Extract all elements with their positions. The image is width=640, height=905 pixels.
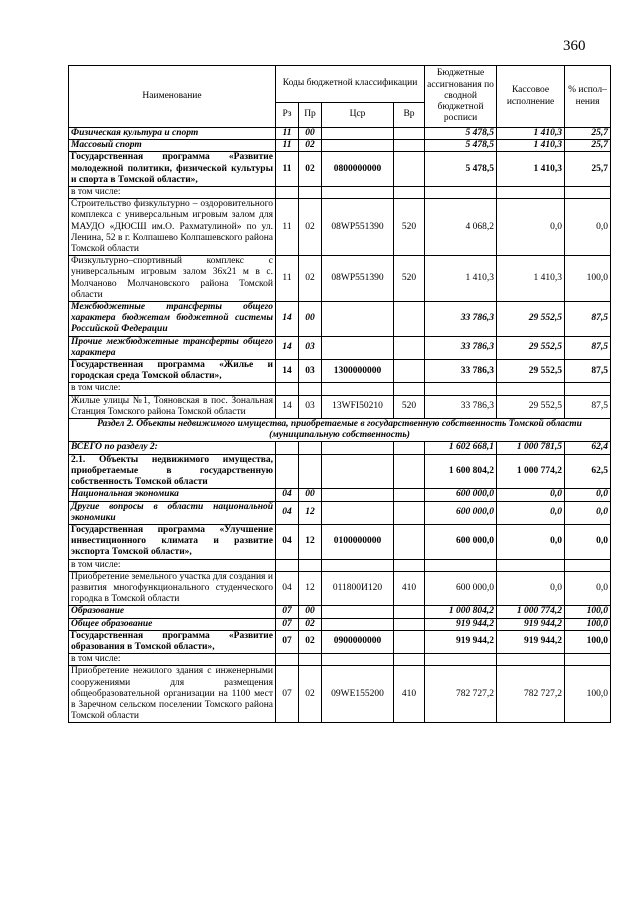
- cell-budget: 4 068,2: [425, 199, 497, 256]
- cell-vr: [394, 442, 425, 454]
- cell-pr: 03: [299, 360, 322, 383]
- cell-budget: [425, 187, 497, 199]
- table-row: [69, 571, 611, 606]
- cell-pr: 03: [299, 336, 322, 359]
- cell-budget: 1 000 804,2: [425, 606, 497, 618]
- cell-csr: [322, 489, 394, 501]
- cell-csr: [322, 442, 394, 454]
- cell-name: в том числе:: [69, 383, 276, 395]
- cell-vr: [394, 630, 425, 653]
- col-header-vr: Вр: [394, 103, 425, 128]
- cell-vr: 520: [394, 395, 425, 418]
- cell-pct: 0,0: [565, 199, 611, 256]
- cell-pct: 0,0: [565, 489, 611, 501]
- cell-cash: 1 000 774,2: [497, 454, 565, 489]
- cell-cash: 29 552,5: [497, 302, 565, 337]
- cell-budget: 5 478,5: [425, 140, 497, 152]
- table-row: [69, 140, 611, 152]
- cell-csr: 08WP551390: [322, 256, 394, 302]
- cell-vr: [394, 360, 425, 383]
- cell-pr: 12: [299, 571, 322, 606]
- cell-vr: [394, 618, 425, 630]
- table-row: [69, 559, 611, 571]
- table-row: [69, 128, 611, 140]
- cell-vr: [394, 128, 425, 140]
- cell-pr: [299, 559, 322, 571]
- cell-pr: 03: [299, 395, 322, 418]
- col-header-rz: Рз: [276, 103, 299, 128]
- col-header-codes: Коды бюджетной классификации: [276, 66, 425, 103]
- cell-pr: 00: [299, 606, 322, 618]
- table-row: [69, 501, 611, 524]
- cell-pct: 25,7: [565, 152, 611, 187]
- cell-cash: 29 552,5: [497, 336, 565, 359]
- cell-rz: 04: [276, 524, 299, 559]
- cell-csr: [322, 302, 394, 337]
- section-title: Раздел 2. Объекты недвижимого имущества, приобретаемые в государственную собственность Томской области (муниципальную собственность): [69, 419, 611, 442]
- cell-name: Прочие межбюджетные трансферты общего характера: [69, 336, 276, 359]
- cell-rz: 14: [276, 395, 299, 418]
- cell-cash: 919 944,2: [497, 630, 565, 653]
- cell-csr: 0800000000: [322, 152, 394, 187]
- cell-budget: 33 786,3: [425, 336, 497, 359]
- cell-csr: [322, 128, 394, 140]
- table-row: [69, 360, 611, 383]
- cell-rz: [276, 442, 299, 454]
- cell-vr: 520: [394, 256, 425, 302]
- cell-pct: 87,5: [565, 360, 611, 383]
- cell-csr: [322, 454, 394, 489]
- cell-pr: 02: [299, 256, 322, 302]
- cell-cash: 0,0: [497, 199, 565, 256]
- col-header-cash: Кассовое исполнение: [497, 66, 565, 128]
- cell-rz: 14: [276, 360, 299, 383]
- table-body: [69, 128, 611, 723]
- cell-vr: 410: [394, 571, 425, 606]
- cell-cash: 0,0: [497, 571, 565, 606]
- cell-name: в том числе:: [69, 559, 276, 571]
- table-row: [69, 524, 611, 559]
- cell-rz: 07: [276, 606, 299, 618]
- cell-cash: 1 000 781,5: [497, 442, 565, 454]
- cell-name: Национальная экономика: [69, 489, 276, 501]
- col-header-pct: % испол–нения: [565, 66, 611, 128]
- cell-pct: 62,4: [565, 442, 611, 454]
- cell-name: Жилые улицы №1, Тояновская в пос. Зональная Станция Томского района Томской области: [69, 395, 276, 418]
- cell-budget: 33 786,3: [425, 302, 497, 337]
- cell-pr: 12: [299, 524, 322, 559]
- cell-name: Государственная программа «Развитие молодежной политики, физической культуры и спорта в Томской области»,: [69, 152, 276, 187]
- table-row: [69, 336, 611, 359]
- cell-rz: 11: [276, 152, 299, 187]
- cell-vr: [394, 187, 425, 199]
- cell-vr: [394, 489, 425, 501]
- cell-cash: 1 410,3: [497, 140, 565, 152]
- cell-rz: 11: [276, 256, 299, 302]
- table-row: [69, 442, 611, 454]
- cell-name: Другие вопросы в области национальной экономики: [69, 501, 276, 524]
- cell-csr: [322, 654, 394, 666]
- cell-csr: 1300000000: [322, 360, 394, 383]
- table-row: [69, 630, 611, 653]
- cell-vr: [394, 606, 425, 618]
- cell-rz: 07: [276, 618, 299, 630]
- cell-rz: 11: [276, 128, 299, 140]
- cell-name: ВСЕГО по разделу 2:: [69, 442, 276, 454]
- cell-pct: 100,0: [565, 618, 611, 630]
- cell-rz: 14: [276, 302, 299, 337]
- cell-pr: [299, 654, 322, 666]
- cell-name: Государственная программа «Жилье и городская среда Томской области»,: [69, 360, 276, 383]
- cell-csr: [322, 618, 394, 630]
- cell-budget: 600 000,0: [425, 571, 497, 606]
- cell-budget: 33 786,3: [425, 360, 497, 383]
- cell-name: Массовый спорт: [69, 140, 276, 152]
- cell-csr: [322, 140, 394, 152]
- table-row: [69, 199, 611, 256]
- cell-csr: [322, 336, 394, 359]
- cell-pct: 25,7: [565, 140, 611, 152]
- cell-pr: 12: [299, 501, 322, 524]
- cell-name: Образование: [69, 606, 276, 618]
- cell-budget: [425, 654, 497, 666]
- cell-rz: 04: [276, 571, 299, 606]
- cell-rz: 07: [276, 630, 299, 653]
- page-number: 360: [563, 38, 586, 54]
- cell-pct: 62,5: [565, 454, 611, 489]
- cell-budget: 600 000,0: [425, 501, 497, 524]
- table-row: [69, 654, 611, 666]
- cell-pr: [299, 454, 322, 489]
- cell-pct: [565, 383, 611, 395]
- cell-name: в том числе:: [69, 187, 276, 199]
- cell-pr: 02: [299, 630, 322, 653]
- cell-name: в том числе:: [69, 654, 276, 666]
- table-row: [69, 256, 611, 302]
- cell-pr: 00: [299, 128, 322, 140]
- cell-csr: 13WFI50210: [322, 395, 394, 418]
- cell-vr: [394, 654, 425, 666]
- cell-name: 2.1. Объекты недвижимого имущества, приобретаемые в государственную собственность Томской области: [69, 454, 276, 489]
- cell-csr: 0100000000: [322, 524, 394, 559]
- table-row: [69, 187, 611, 199]
- cell-rz: 14: [276, 336, 299, 359]
- cell-cash: 1 000 774,2: [497, 606, 565, 618]
- cell-name: Государственная программа «Улучшение инвестиционного климата и развитие экспорта Томской области»,: [69, 524, 276, 559]
- cell-budget: 33 786,3: [425, 395, 497, 418]
- table-row: [69, 618, 611, 630]
- cell-pct: 100,0: [565, 256, 611, 302]
- cell-vr: 520: [394, 199, 425, 256]
- cell-vr: [394, 454, 425, 489]
- table-row: [69, 395, 611, 418]
- cell-rz: [276, 654, 299, 666]
- cell-cash: 782 727,2: [497, 666, 565, 723]
- cell-name: Строительство физкультурно – оздоровительного комплекса с универсальным игровым залом для МАУДО «ДЮСШ им.О. Рахматулиной» по ул. Ленина, 52 в г. Колпашево Колпашевского района Томской области: [69, 199, 276, 256]
- col-header-name: Наименование: [69, 66, 276, 128]
- table-row: [69, 152, 611, 187]
- cell-csr: 08WP551390: [322, 199, 394, 256]
- cell-pct: 25,7: [565, 128, 611, 140]
- cell-vr: [394, 302, 425, 337]
- cell-rz: [276, 383, 299, 395]
- cell-pr: 02: [299, 152, 322, 187]
- col-header-pr: Пр: [299, 103, 322, 128]
- cell-cash: [497, 654, 565, 666]
- cell-pct: 100,0: [565, 630, 611, 653]
- cell-budget: 600 000,0: [425, 524, 497, 559]
- cell-budget: 5 478,5: [425, 128, 497, 140]
- table-row: [69, 666, 611, 723]
- cell-csr: 011800И120: [322, 571, 394, 606]
- cell-name: Государственная программа «Развитие образования в Томской области»,: [69, 630, 276, 653]
- cell-pct: [565, 187, 611, 199]
- table-row: [69, 606, 611, 618]
- section-header-row: [69, 419, 611, 442]
- cell-pct: 100,0: [565, 666, 611, 723]
- cell-name: Приобретение нежилого здания с инженерными сооружениями для размещения общеобразовательной организации на 1100 мест в Заречном сельском поселении Томского района Томской области: [69, 666, 276, 723]
- cell-vr: [394, 524, 425, 559]
- col-header-budget: Бюджетные ассигнования по сводной бюджетной росписи: [425, 66, 497, 128]
- cell-cash: 1 410,3: [497, 256, 565, 302]
- budget-execution-table: [68, 65, 611, 723]
- cell-budget: [425, 383, 497, 395]
- cell-budget: 1 410,3: [425, 256, 497, 302]
- cell-pr: 00: [299, 302, 322, 337]
- cell-cash: [497, 383, 565, 395]
- cell-pr: 02: [299, 666, 322, 723]
- cell-vr: [394, 559, 425, 571]
- cell-pct: 0,0: [565, 571, 611, 606]
- cell-name: Физическая культура и спорт: [69, 128, 276, 140]
- cell-pr: 02: [299, 199, 322, 256]
- cell-pct: 87,5: [565, 302, 611, 337]
- table-row: [69, 454, 611, 489]
- cell-pct: 0,0: [565, 501, 611, 524]
- cell-vr: [394, 383, 425, 395]
- table-row: [69, 302, 611, 337]
- cell-cash: 1 410,3: [497, 152, 565, 187]
- cell-budget: 600 000,0: [425, 489, 497, 501]
- cell-csr: 0900000000: [322, 630, 394, 653]
- cell-pct: [565, 654, 611, 666]
- cell-vr: 410: [394, 666, 425, 723]
- table-row: [69, 489, 611, 501]
- cell-rz: 11: [276, 199, 299, 256]
- cell-pr: [299, 442, 322, 454]
- cell-rz: 07: [276, 666, 299, 723]
- cell-name: Физкультурно–спортивный комплекс с универсальным игровым залом 36х21 м в с. Молчаново Молчановского района Томской области: [69, 256, 276, 302]
- cell-name: Общее образование: [69, 618, 276, 630]
- cell-vr: [394, 501, 425, 524]
- cell-rz: [276, 454, 299, 489]
- cell-budget: 1 600 804,2: [425, 454, 497, 489]
- cell-cash: 0,0: [497, 524, 565, 559]
- cell-cash: 0,0: [497, 489, 565, 501]
- cell-pr: 02: [299, 618, 322, 630]
- table-row: [69, 383, 611, 395]
- cell-pct: 87,5: [565, 336, 611, 359]
- cell-csr: 09WE155200: [322, 666, 394, 723]
- cell-rz: 04: [276, 501, 299, 524]
- cell-rz: [276, 559, 299, 571]
- cell-csr: [322, 559, 394, 571]
- cell-budget: [425, 559, 497, 571]
- cell-rz: 11: [276, 140, 299, 152]
- cell-pct: 0,0: [565, 524, 611, 559]
- cell-pr: [299, 383, 322, 395]
- cell-budget: 919 944,2: [425, 630, 497, 653]
- cell-csr: [322, 606, 394, 618]
- cell-cash: 29 552,5: [497, 360, 565, 383]
- cell-csr: [322, 501, 394, 524]
- cell-vr: [394, 336, 425, 359]
- cell-cash: 29 552,5: [497, 395, 565, 418]
- cell-pct: 87,5: [565, 395, 611, 418]
- cell-vr: [394, 140, 425, 152]
- cell-cash: 1 410,3: [497, 128, 565, 140]
- cell-cash: [497, 187, 565, 199]
- cell-name: Приобретение земельного участка для создания и развития многофункционального студенческого городка в Томской области: [69, 571, 276, 606]
- cell-pr: 02: [299, 140, 322, 152]
- cell-csr: [322, 187, 394, 199]
- cell-rz: [276, 187, 299, 199]
- cell-vr: [394, 152, 425, 187]
- cell-cash: 919 944,2: [497, 618, 565, 630]
- cell-pr: [299, 187, 322, 199]
- cell-budget: 1 602 668,1: [425, 442, 497, 454]
- cell-csr: [322, 383, 394, 395]
- cell-budget: 782 727,2: [425, 666, 497, 723]
- cell-cash: 0,0: [497, 501, 565, 524]
- cell-budget: 919 944,2: [425, 618, 497, 630]
- cell-pct: 100,0: [565, 606, 611, 618]
- cell-pr: 00: [299, 489, 322, 501]
- cell-rz: 04: [276, 489, 299, 501]
- cell-cash: [497, 559, 565, 571]
- col-header-csr: Цср: [322, 103, 394, 128]
- cell-name: Межбюджетные трансферты общего характера бюджетам бюджетной системы Российской Федерации: [69, 302, 276, 337]
- cell-pct: [565, 559, 611, 571]
- cell-budget: 5 478,5: [425, 152, 497, 187]
